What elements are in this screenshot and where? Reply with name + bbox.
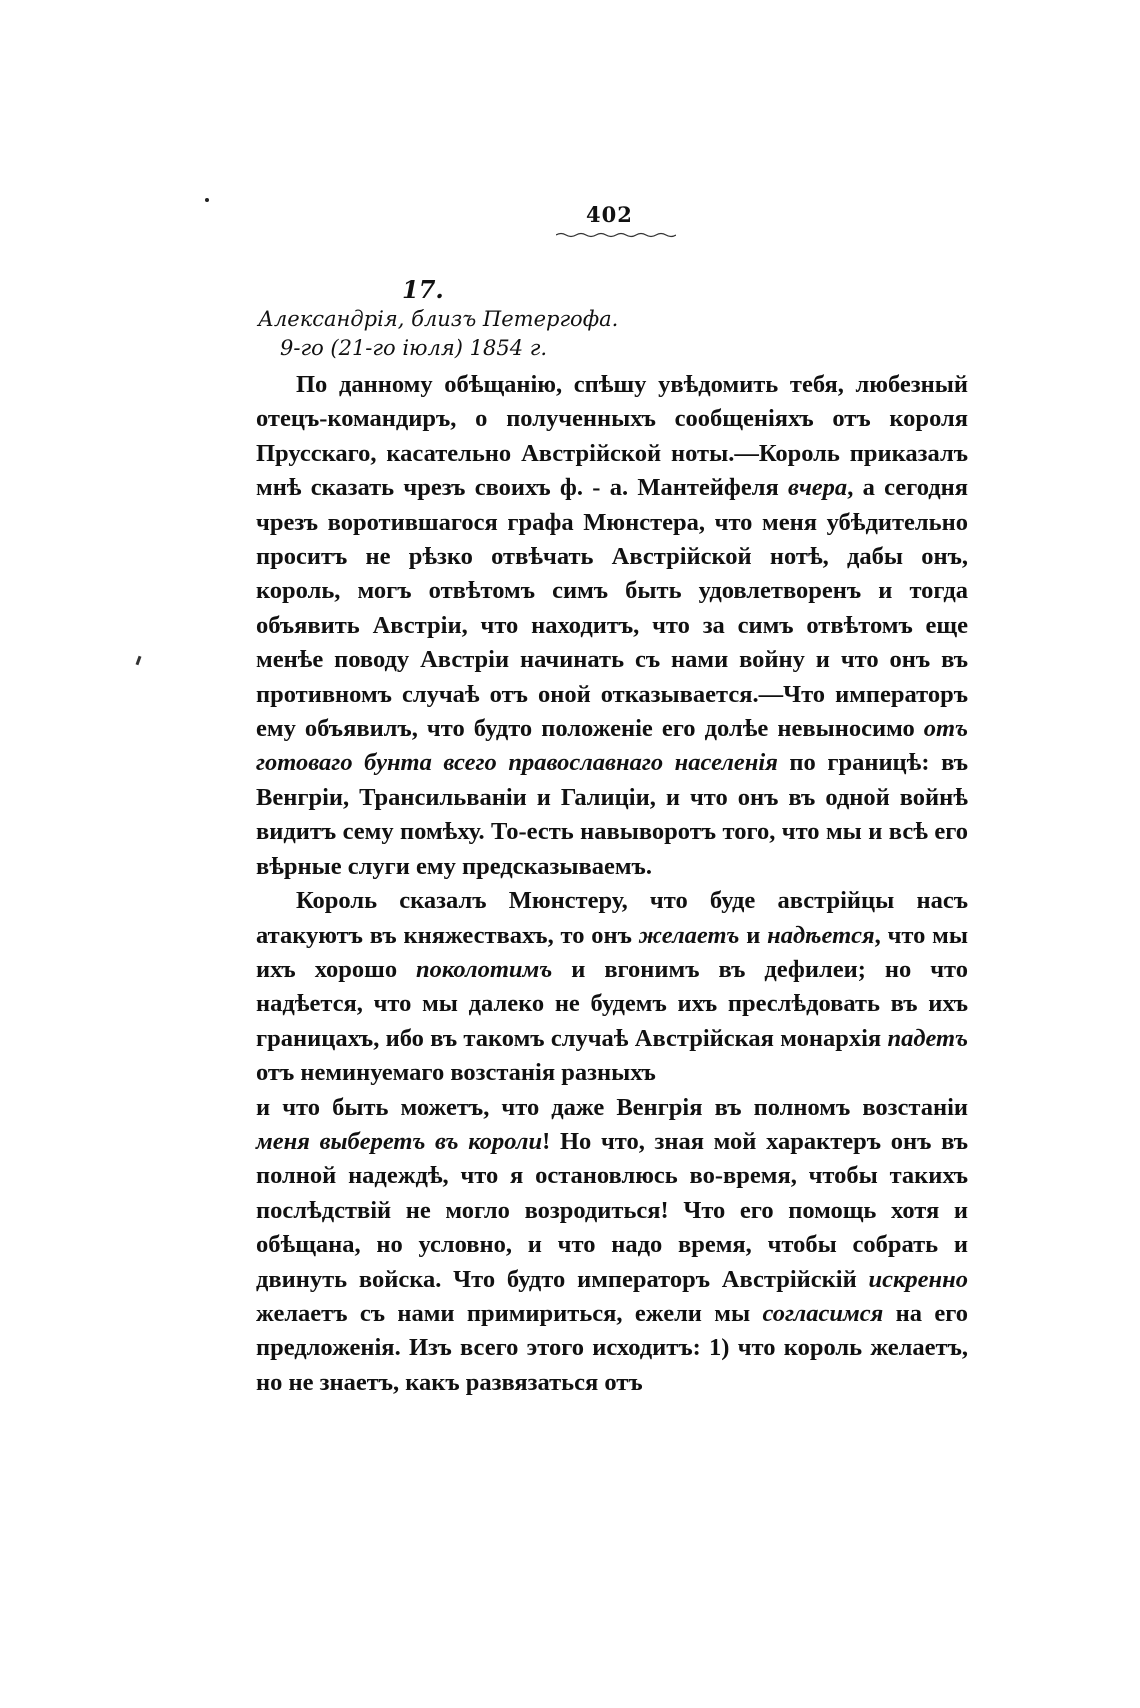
page-number-ornament <box>556 232 676 238</box>
emphasized-text: отъ готоваго бунта всего православнаго населенія <box>256 715 968 777</box>
body-text-run: , а сегодня чрезъ воротившагося графа Мюнстера, что меня убѣдительно проситъ не рѣзко отвѣчать Австрійской нотѣ, дабы онъ, король, могъ отвѣтомъ симъ быть удовлетворенъ и тогда объявить Австріи, что находитъ, что за симъ отвѣтомъ еще менѣе поводу Австріи начинать съ нами войну и что онъ въ противномъ случаѣ отъ оной отказывается.—Что императоръ ему объявилъ, что будто положеніе его долѣе невыносимо <box>256 474 969 743</box>
paragraph <box>256 368 968 884</box>
body-text-run: , что мы ихъ хорошо <box>256 921 968 983</box>
letter-date: 9-го (21-го іюля) 1854 г. <box>280 336 548 360</box>
emphasized-text: меня выберетъ въ короли <box>256 1127 543 1155</box>
emphasized-text: желаетъ <box>638 921 740 949</box>
stray-mark <box>136 656 142 665</box>
page-number: 402 <box>586 202 633 227</box>
body-text-run: на его предложенія. Изъ всего этого исходитъ: 1) что король желаетъ, но не знаетъ, какъ развязаться отъ <box>256 1299 968 1396</box>
emphasized-text: согласимся <box>762 1299 884 1327</box>
letter-place: Александрія, близъ Петергофа. <box>258 307 619 331</box>
body-text-run: по границѣ: въ Венгріи, Трансильваніи и Галиціи, и что онъ въ одной войнѣ видитъ сему помѣху. То-есть навыворотъ того, что мы и всѣ его вѣрные слуги ему предсказываемъ. <box>256 749 969 880</box>
paragraph <box>256 884 968 1400</box>
emphasized-text: вчера <box>788 474 848 502</box>
body-text-run: желаетъ съ нами примириться, ежели мы <box>256 1299 763 1327</box>
letter-number: 17. <box>402 275 444 304</box>
body-text-run: По данному обѣщанію, спѣшу увѣдомить тебя, любезный отецъ-командиръ, о полученныхъ сообщеніяхъ отъ короля Прусскаго, касательно Австрійской ноты.—Король приказалъ мнѣ сказать чрезъ своихъ ф. - а. Мантейфеля <box>256 371 968 502</box>
body-text-run: Король сказалъ Мюнстеру, что буде австрійцы насъ атакуютъ въ княжествахъ, то онъ <box>256 887 968 949</box>
stray-dot <box>205 198 209 202</box>
body-text-run: ! Но что, зная мой характеръ онъ въ полной надеждѣ, что я остановлюсь во-время, чтобы такихъ послѣдствій не могло возродиться! Что его помощь хотя и обѣщана, но условно, и что надо время, чтобы собрать и двинуть войска. Что будто императоръ Австрійскій <box>256 1127 969 1293</box>
emphasized-text: надѣется <box>767 921 875 949</box>
body-text-run: отъ неминуемаго возстанія разныхъ <box>256 1059 656 1087</box>
emphasized-text: искренно <box>868 1265 968 1293</box>
letter-body <box>256 368 968 1400</box>
body-text-run: и <box>739 921 768 949</box>
emphasized-text: падетъ <box>887 1024 968 1052</box>
body-text-run: и вгонимъ въ дефилеи; но что надѣется, что мы далеко не будемъ ихъ преслѣдовать въ ихъ границахъ, ибо въ такомъ случаѣ Австрійская монархія <box>256 955 968 1052</box>
body-text-run: и что быть можетъ, что даже Венгрія въ полномъ возстаніи <box>256 1093 968 1121</box>
emphasized-text: поколотимъ <box>416 955 553 983</box>
